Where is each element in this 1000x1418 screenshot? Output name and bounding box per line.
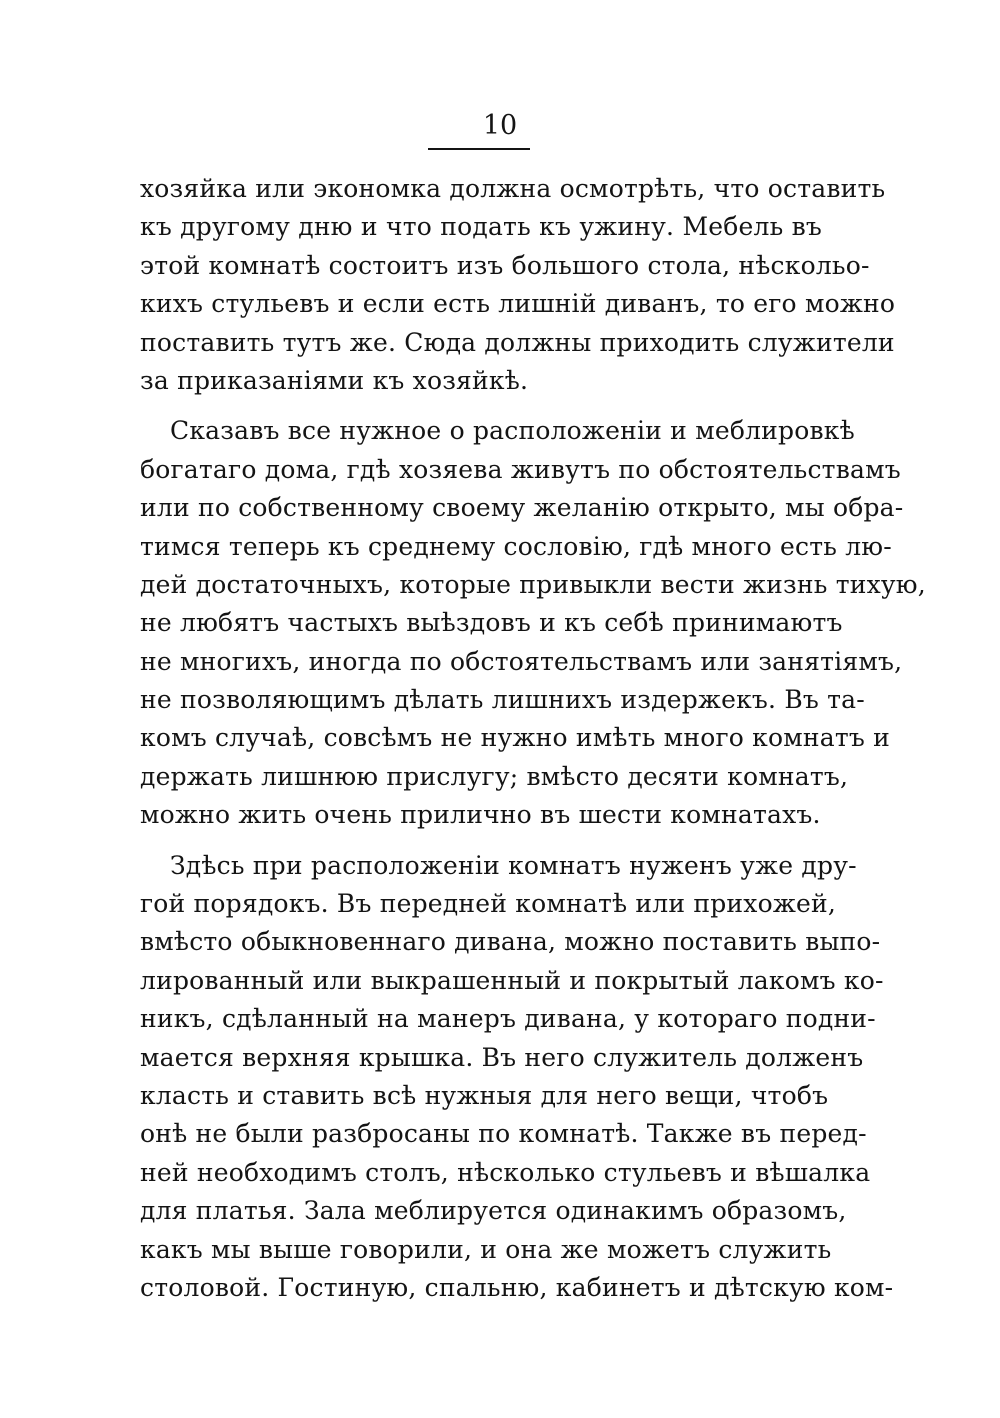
text-line: поставить тутъ же. Сюда должны приходить служители [140,327,895,357]
text-line: мается верхняя крышка. Въ него служитель долженъ [140,1042,864,1072]
body-text [140,170,926,1307]
text-line: этой комнатѣ состоитъ изъ большого стола, нѣскольо- [140,250,870,280]
text-line: для платья. Зала меблируется одинакимъ образомъ, [140,1196,847,1226]
text-line: ней необходимъ столъ, нѣсколько стульевъ и вѣшалка [140,1157,871,1187]
text-line: тимся теперь къ среднему сословію, гдѣ много есть лю- [140,531,892,561]
text-line: вмѣсто обыкновеннаго дивана, можно поставить выпо- [140,927,881,957]
page-number-rule [428,148,530,150]
text-line: дей достаточныхъ, которые привыкли вести жизнь тихую, [140,569,926,599]
text-line: какъ мы выше говорили, и она же можетъ служить [140,1234,832,1264]
page-number: 10 [482,110,518,141]
text-line: къ другому дню и что подать къ ужину. Мебель въ [140,212,822,242]
text-line: гой порядокъ. Въ передней комнатѣ или прихожей, [140,889,837,919]
text-line: Сказавъ все нужное о расположеніи и меблировкѣ [170,416,855,446]
text-line: или по собственному своему желанію открыто, мы обра- [140,493,904,523]
text-line: онѣ не были разбросаны по комнатѣ. Также въ перед- [140,1119,867,1149]
text-line: хозяйка или экономка должна осмотрѣть, что оставить [140,174,886,203]
text-line: богатаго дома, гдѣ хозяева живутъ по обстоятельствамъ [140,454,901,484]
text-line: за приказаніями къ хозяйкѣ. [140,365,529,395]
text-line: не любятъ частыхъ выѣздовъ и къ себѣ принимаютъ [140,608,843,638]
text-line: столовой. Гостиную, спальню, кабинетъ и дѣтскую ком- [140,1272,894,1302]
text-line: комъ случаѣ, совсѣмъ не нужно имѣть много комнатъ и [140,723,890,753]
text-line: не позволяющимъ дѣлать лишнихъ издержекъ. Въ та- [140,685,865,715]
text-line: класть и ставить всѣ нужныя для него вещи, чтобъ [140,1080,829,1110]
text-line: можно жить очень прилично въ шести комнатахъ. [140,800,821,830]
text-line: не многихъ, иногда по обстоятельствамъ или занятіямъ, [140,646,903,676]
text-line: Здѣсь при расположеніи комнатъ нуженъ уже дру- [170,850,857,880]
text-line: держать лишнюю прислугу; вмѣсто десяти комнатъ, [140,761,849,791]
text-line: лированный или выкрашенный и покрытый лакомъ ко- [140,965,884,995]
text-line: кихъ стульевъ и если есть лишній диванъ, то его можно [140,289,896,319]
text-line: никъ, сдѣланный на манеръ дивана, у котораго подни- [140,1004,876,1034]
